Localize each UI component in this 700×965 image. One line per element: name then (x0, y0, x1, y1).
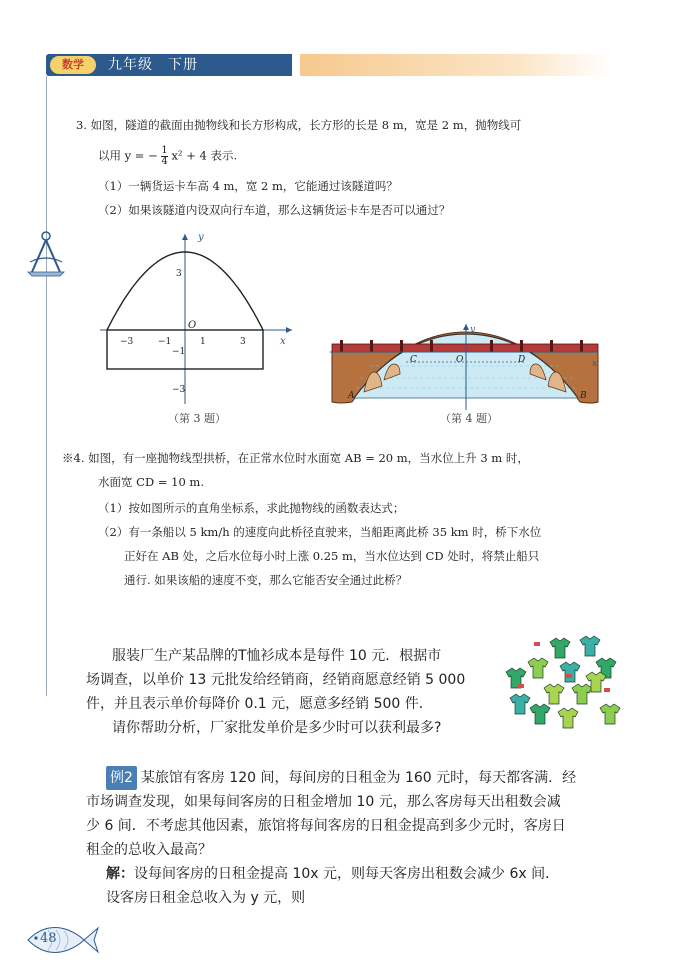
example2-l3: 少 6 间．不考虑其他因素，旅馆将每间客房的日租金提高到多少元时，客房日 (86, 818, 566, 834)
ex3-q2: （2）如果该隧道内设双向行车道，那么这辆货运卡车是否可以通过？ (98, 203, 451, 217)
ex4-line2: 水面宽 CD = 10 m. (98, 475, 204, 489)
page-number: 48 (40, 931, 57, 946)
example-tag: 例2 (106, 766, 137, 790)
fig3-xtick: 3 (240, 337, 246, 347)
fig4-y-label: y (470, 325, 476, 335)
fig4-point: C (410, 355, 417, 365)
ex4-q2a: （2）有一条船以 5 km/h 的速度向此桥径直驶来，当船距离此桥 35 km 时，桥下水位 (98, 525, 542, 539)
fig4-x-label: x (592, 359, 598, 369)
subject-badge: 数学 (50, 56, 96, 74)
solution-label: 解： (106, 866, 134, 882)
ex3-line1: 3. 如图，隧道的截面由抛物线和长方形构成，长方形的长是 8 m，宽是 2 m，抛物线可 (76, 118, 522, 132)
fraction-numerator: 1 (161, 145, 168, 156)
fig4-point: B (580, 391, 587, 401)
solution-line2: 设客房日租金总收入为 y 元，则 (106, 890, 306, 906)
fig3-x-label: x (280, 336, 286, 347)
fig3-xtick: 1 (200, 337, 206, 347)
fraction (161, 146, 167, 167)
fig4-point: D (518, 355, 526, 365)
tshirt-pile-image (500, 628, 630, 738)
example2-l2: 市场调查发现，如果每间客房的日租金增加 10 元，那么客房每天出租数会减 (86, 794, 561, 810)
example2-text: 某旅馆有客房 120 间，每间房的日租金为 160 元时，每天都客满．经 (140, 770, 577, 786)
solution-text: 设每间客房的日租金提高 10x 元，则每天客房出租数会减少 6x 间． (134, 866, 560, 882)
fig3-xtick: −1 (158, 337, 172, 347)
fig3-caption: （第 3 题） (168, 412, 226, 425)
ex3-line2-pre: 以用 y = − (98, 148, 158, 163)
fig3-xtick: −3 (120, 337, 134, 347)
tunnel-figure (96, 228, 296, 408)
book-title: 九年级 下册 (108, 57, 198, 73)
solution-line1 (106, 862, 559, 886)
compass-icon (24, 228, 68, 278)
ex3-line2-post: x² + 4 表示. (171, 148, 238, 163)
bridge-figure (330, 322, 600, 412)
ex3-q1: （1）一辆货运卡车高 4 m，宽 2 m，它能通过该隧道吗？ (98, 179, 398, 193)
ex4-line1: ※4. 如图，有一座抛物线型拱桥，在正常水位时水面宽 AB = 20 m，当水位上升 3 m 时， (62, 451, 529, 465)
fraction-denominator: 4 (161, 156, 168, 167)
margin-line (46, 76, 47, 696)
example2-l4: 租金的总收入最高？ (86, 842, 212, 858)
fig4-origin: O (456, 355, 464, 365)
tshirt-p3: 件，并且表示单价每降价 0.1 元，愿意多经销 500 件． (86, 696, 433, 712)
fig3-y-label: y (198, 232, 204, 243)
ex4-q2c: 通行. 如果该船的速度不变，那么它能否安全通过此桥？ (124, 573, 408, 587)
tshirt-p4: 请你帮助分析，厂家批发单价是多少时可以获利最多? (112, 720, 442, 736)
tshirt-p2: 场调查，以单价 13 元批发给经销商，经销商愿意经销 5 000 (86, 672, 466, 688)
fig4-point: A (348, 391, 355, 401)
example2-l1 (106, 766, 576, 790)
ex3-line2 (98, 146, 237, 167)
fig3-ytick: −3 (172, 385, 186, 395)
fig3-origin: O (188, 320, 197, 331)
header-decor-strip (300, 54, 610, 76)
ex4-q1: （1）按如图所示的直角坐标系，求此抛物线的函数表达式； (98, 501, 405, 515)
fig4-caption: （第 4 题） (440, 412, 498, 425)
fig3-ytick: −1 (172, 347, 186, 357)
page-fish-icon (22, 920, 102, 960)
fig3-ytick: 3 (176, 269, 182, 279)
tshirt-p1: 服装厂生产某品牌的T恤衫成本是每件 10 元．根据市 (112, 648, 442, 664)
ex4-q2b: 正好在 AB 处，之后水位每小时上涨 0.25 m，当水位达到 CD 处时，将禁止船只 (124, 549, 540, 563)
